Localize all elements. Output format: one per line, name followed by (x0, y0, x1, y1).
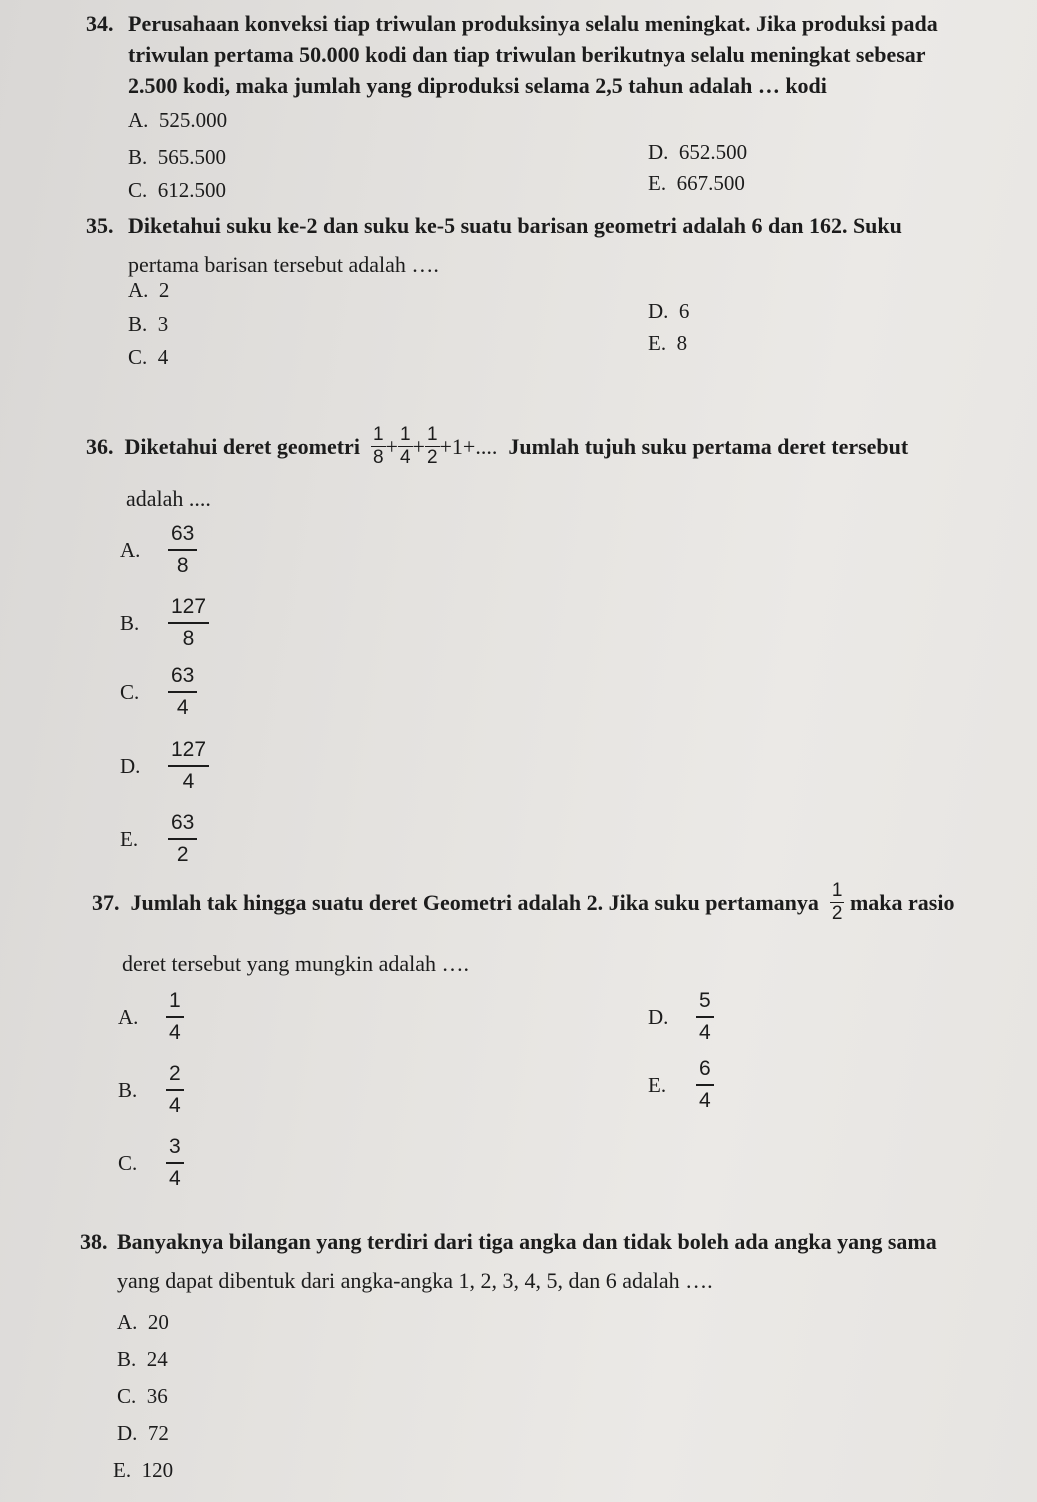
option-value: 72 (147, 1421, 169, 1445)
option-value: 24 (146, 1347, 168, 1371)
question-number: 35. (86, 213, 114, 238)
option-fraction: $\frac{6}{4}$ (696, 1054, 714, 1116)
option-label: E. (648, 171, 667, 195)
option-value: 120 (141, 1458, 174, 1482)
option-b[interactable]: B. $\frac{127}{8}$ (120, 592, 209, 654)
option-label: E. (113, 1458, 132, 1482)
option-label: A. (128, 278, 149, 302)
plus-sign: + (412, 433, 425, 459)
option-label: D. (648, 299, 669, 323)
question-line (86, 424, 908, 469)
option-value: 565.500 (157, 145, 227, 169)
option-fraction: $\frac{63}{2}$ (168, 808, 197, 870)
option-a[interactable]: A. $\frac{63}{8}$ (120, 519, 197, 581)
option-value: 4 (157, 345, 169, 369)
question-number: 36. (86, 433, 114, 459)
question-text: Jumlah tujuh suku pertama deret tersebut (508, 433, 909, 459)
option-value: 6 (678, 299, 690, 323)
option-value: 525.000 (158, 108, 228, 132)
option-c[interactable] (128, 178, 226, 203)
option-label: B. (128, 145, 148, 169)
option-b[interactable] (128, 145, 226, 170)
option-e[interactable] (113, 1458, 173, 1483)
series-tail: +1+.... (439, 433, 498, 459)
option-label: D. (648, 140, 669, 164)
question-text-line: Diketahui suku ke-2 dan suku ke-5 suatu barisan geometri adalah 6 dan 162. Suku (128, 213, 902, 238)
option-value: 612.500 (157, 178, 227, 202)
option-label: D. (117, 1421, 138, 1445)
option-d[interactable] (648, 140, 747, 165)
option-value: 667.500 (676, 171, 745, 195)
option-e[interactable] (648, 331, 687, 356)
option-fraction: $\frac{5}{4}$ (696, 986, 714, 1048)
option-value: 20 (147, 1310, 169, 1334)
option-fraction: $\frac{3}{4}$ (166, 1132, 184, 1194)
option-label: C. (128, 345, 148, 369)
option-label: B. (117, 1347, 137, 1371)
question-text-line: pertama barisan tersebut adalah …. (128, 252, 439, 277)
option-label: A. (117, 1310, 138, 1334)
option-label: A. (128, 108, 149, 132)
series-term-fraction: $\frac{1}{8}$ (372, 424, 384, 468)
option-b[interactable] (128, 312, 168, 337)
option-e[interactable] (648, 171, 745, 196)
option-b[interactable] (117, 1347, 168, 1372)
option-label: B. (128, 312, 148, 336)
question-text-line: 2.500 kodi, maka jumlah yang diproduksi selama 2,5 tahun adalah … kodi (128, 73, 827, 98)
option-value: 36 (146, 1384, 168, 1408)
question-number: 37. (92, 889, 120, 915)
question-text-line: Perusahaan konveksi tiap triwulan produksinya selalu meningkat. Jika produksi pada (128, 11, 938, 36)
option-label: C. (117, 1384, 137, 1408)
option-fraction: $\frac{1}{4}$ (166, 986, 184, 1048)
option-value: 3 (157, 312, 169, 336)
series-term-fraction: $\frac{1}{4}$ (399, 424, 411, 468)
question-text-line: deret tersebut yang mungkin adalah …. (122, 951, 470, 976)
option-label: E. (648, 331, 667, 355)
option-value: 2 (158, 278, 170, 302)
plus-sign: + (385, 433, 398, 459)
question-text: maka rasio (849, 889, 955, 915)
option-value: 8 (676, 331, 688, 355)
option-e[interactable]: E. $\frac{63}{2}$ (120, 808, 197, 870)
question-number: 38. (80, 1229, 108, 1254)
question-text: Jumlah tak hingga suatu deret Geometri adalah 2. Jika suku pertamanya (130, 889, 819, 915)
option-fraction: $\frac{63}{4}$ (168, 661, 197, 723)
option-fraction: $\frac{127}{8}$ (168, 592, 209, 654)
option-d[interactable]: D. $\frac{5}{4}$ (648, 986, 714, 1048)
option-b[interactable]: B. $\frac{2}{4}$ (118, 1059, 184, 1121)
question-text-line: triwulan pertama 50.000 kodi dan tiap triwulan berikutnya selalu meningkat sebesar (128, 42, 926, 67)
option-a[interactable] (117, 1310, 169, 1335)
question-text-line: yang dapat dibentuk dari angka-angka 1, 2, 3, 4, 5, dan 6 adalah …. (117, 1268, 713, 1293)
first-term-fraction: $\frac{1}{2}$ (831, 880, 843, 924)
question-text-line: Banyaknya bilangan yang terdiri dari tiga angka dan tidak boleh ada angka yang sama (117, 1229, 937, 1254)
option-c[interactable] (128, 345, 168, 370)
option-value: 652.500 (678, 140, 748, 164)
option-a[interactable] (128, 108, 227, 133)
option-c[interactable]: C. $\frac{3}{4}$ (118, 1132, 184, 1194)
series-term-fraction: $\frac{1}{2}$ (426, 424, 438, 468)
option-c[interactable]: C. $\frac{63}{4}$ (120, 661, 197, 723)
option-a[interactable] (128, 278, 169, 303)
option-d[interactable] (648, 299, 689, 324)
option-a[interactable]: A. $\frac{1}{4}$ (118, 986, 184, 1048)
question-text: Diketahui deret geometri (124, 433, 360, 459)
option-fraction: $\frac{127}{4}$ (168, 735, 209, 797)
option-fraction: $\frac{2}{4}$ (166, 1059, 184, 1121)
option-fraction: $\frac{63}{8}$ (168, 519, 197, 581)
option-e[interactable]: E. $\frac{6}{4}$ (648, 1054, 714, 1116)
question-line (92, 880, 954, 925)
question-text-line: adalah .... (126, 486, 211, 511)
option-d[interactable]: D. $\frac{127}{4}$ (120, 735, 209, 797)
option-d[interactable] (117, 1421, 169, 1446)
option-label: C. (128, 178, 148, 202)
question-number: 34. (86, 11, 114, 36)
option-c[interactable] (117, 1384, 168, 1409)
